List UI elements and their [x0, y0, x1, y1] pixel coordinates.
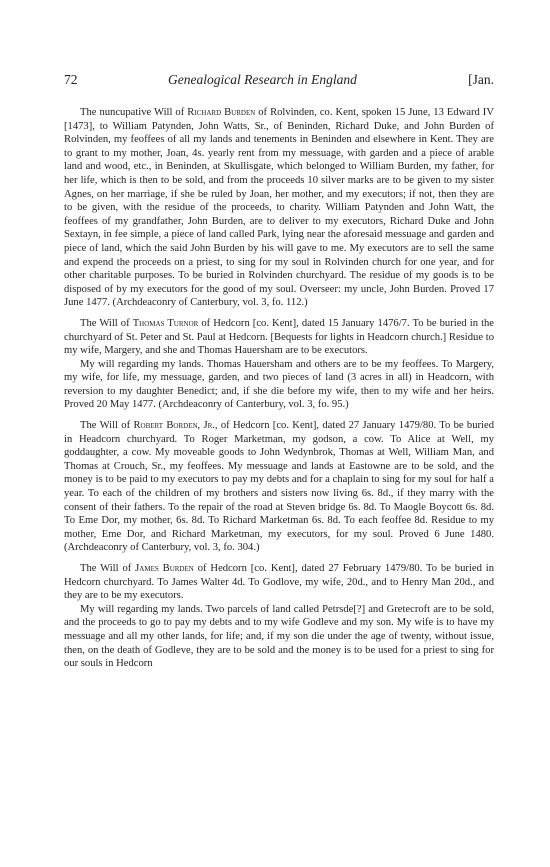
paragraph-text: of Hedcorn [co. Kent], dated 27 January 1479/80. To be buried in Headcorn churchyard. To Roger Marketman, my godson, a cow. To Alice at Well, my goddaughter, a cow. My moveable goods to John Wedynbrok, Thomas at Well, William Man, and Thomas at Crouch, Sr., my feoffees. My messuage and lands at Eastowne are to be sold, and the money is to be paid to my executors to pay my debts and for a chaplain to sing for my soul for half a year. To each of the children of my brothers and sisters now living 6s. 8d., if they marry with the consent of their fathers. To the repair of the road at Steven bridge 6s. 8d. To Maogle Boycott 6s. 8d. To Eme Dor, my mother, 6s. 8d. To Richard Marketman 6s. 8d. To each feoffee 8d. Residue to my mother, Eme Dor, and Richard Marketman, my executors, for my soul. Proved 6 June 1480. (Archdeaconry of Canterbury, vol. 3, fo. 304.)	[64, 420, 494, 554]
page-body	[64, 106, 494, 678]
running-header	[64, 72, 494, 92]
page-number: 72	[64, 72, 78, 87]
paragraph-richard-burden	[64, 106, 494, 310]
paragraph-text: My will regarding my lands. Thomas Hauersham and others are to be my feoffees. To Margery, my wife, for life, my messuage, garden, and two pieces of land (3 acres in all) in Headcorn, with reversion to my daughter Benedict; and, if she die before my wife, then to my wife and her heirs. Proved 20 May 1477. (Archdeaconry of Canterbury, vol. 3, fo. 95.)	[64, 358, 494, 411]
paragraph-text: My will regarding my lands. Two parcels of land called Petrsde[?] and Gretecroft are to be sold, and the proceeds to go to pay my debts and to my wife Godleve and my son. My wife is to have my messuage and all my other lands, for life; and, if my son die under the age of twenty, without issue, then, on the death of Godleve, they are to be sold and the money is to be used for a priest to sing for our souls in Hedcorn	[64, 603, 494, 670]
testator-name: Richard Burden	[187, 107, 256, 118]
paragraph-text: of Hedcorn [co. Kent], dated 15 January 1476/7. To be buried in the churchyard of St. Peter and St. Paul at Hedcorn. [Bequests for lights in Headcorn church.] Residue to my wife, Margery, and she and Thomas Hauersham are to be executors.	[64, 317, 495, 357]
paragraph-james-burden	[64, 562, 494, 603]
paragraph-lead: The Will of	[80, 563, 136, 574]
testator-name: Thomas Turnor	[132, 317, 199, 329]
paragraph-robert-borden	[64, 419, 494, 555]
testator-name: James Burden	[135, 563, 194, 574]
paragraph-lead: The nuncupative Will of	[80, 107, 188, 118]
paragraph-turnor-lands	[64, 358, 494, 412]
paragraph-thomas-turnor	[64, 317, 494, 358]
paragraph-lead: The Will of	[80, 317, 133, 329]
header-date: [Jan.	[468, 72, 494, 87]
running-title: Genealogical Research in England	[168, 72, 357, 87]
paragraph-text: of Rolvinden, co. Kent, spoken 15 June, 13 Edward IV [1473], to William Patynden, John Watts, Sr., of Beninden, Richard Duke, and John Burden of Rolvinden, my feoffees of all my lands and tenements in Beninden and elsewhere in Kent. They are to grant to my mother, Joan, 4s. yearly rent from my messuage, with garden and a piece of arable land and wood, etc., in Beninden, at Skullisgate, which belonged to William Burden, my father, for her life, which is then to be sold, and from the proceeds 10 silver marks are to be given to my sister Agnes, on her marriage, if she be ruled by Joan, her mother, and my executors; if not, then they are to be given, with the residue of the proceeds, to charity. William Patynden and John Watt, the feoffees of my grandfather, John Burden, are to deliver to my executors, Richard Duke and John Sextayn, in fee simple, a piece of land called Park, lying near the aforesaid messuage and garden and piece of land, which the said John Burden by his will gave to me. My executors are to sell the same and expend the proceeds on a priest, to sing for my soul in Rolvinden church for one year, and for other charitable purposes. To be buried in Rolvinden churchyard. The residue of my goods is to be disposed of by my executors for the good of my soul. Overseer: my uncle, John Burden. Proved 17 June 1477. (Archdeaconry of Canterbury, vol. 3, fo. 112.)	[64, 107, 494, 309]
testator-name: Robert Borden, Jr.,	[133, 420, 218, 432]
paragraph-text: of Hedcorn [co. Kent], dated 27 February 1479/80. To be buried in Hedcorn churchyard. To James Walter 4d. To Godlove, my wife, 20d., and to Henry Man 20d., and they are to be my executors.	[64, 563, 494, 602]
paragraph-burden-lands	[64, 603, 494, 671]
paragraph-lead: The Will of	[80, 420, 134, 432]
